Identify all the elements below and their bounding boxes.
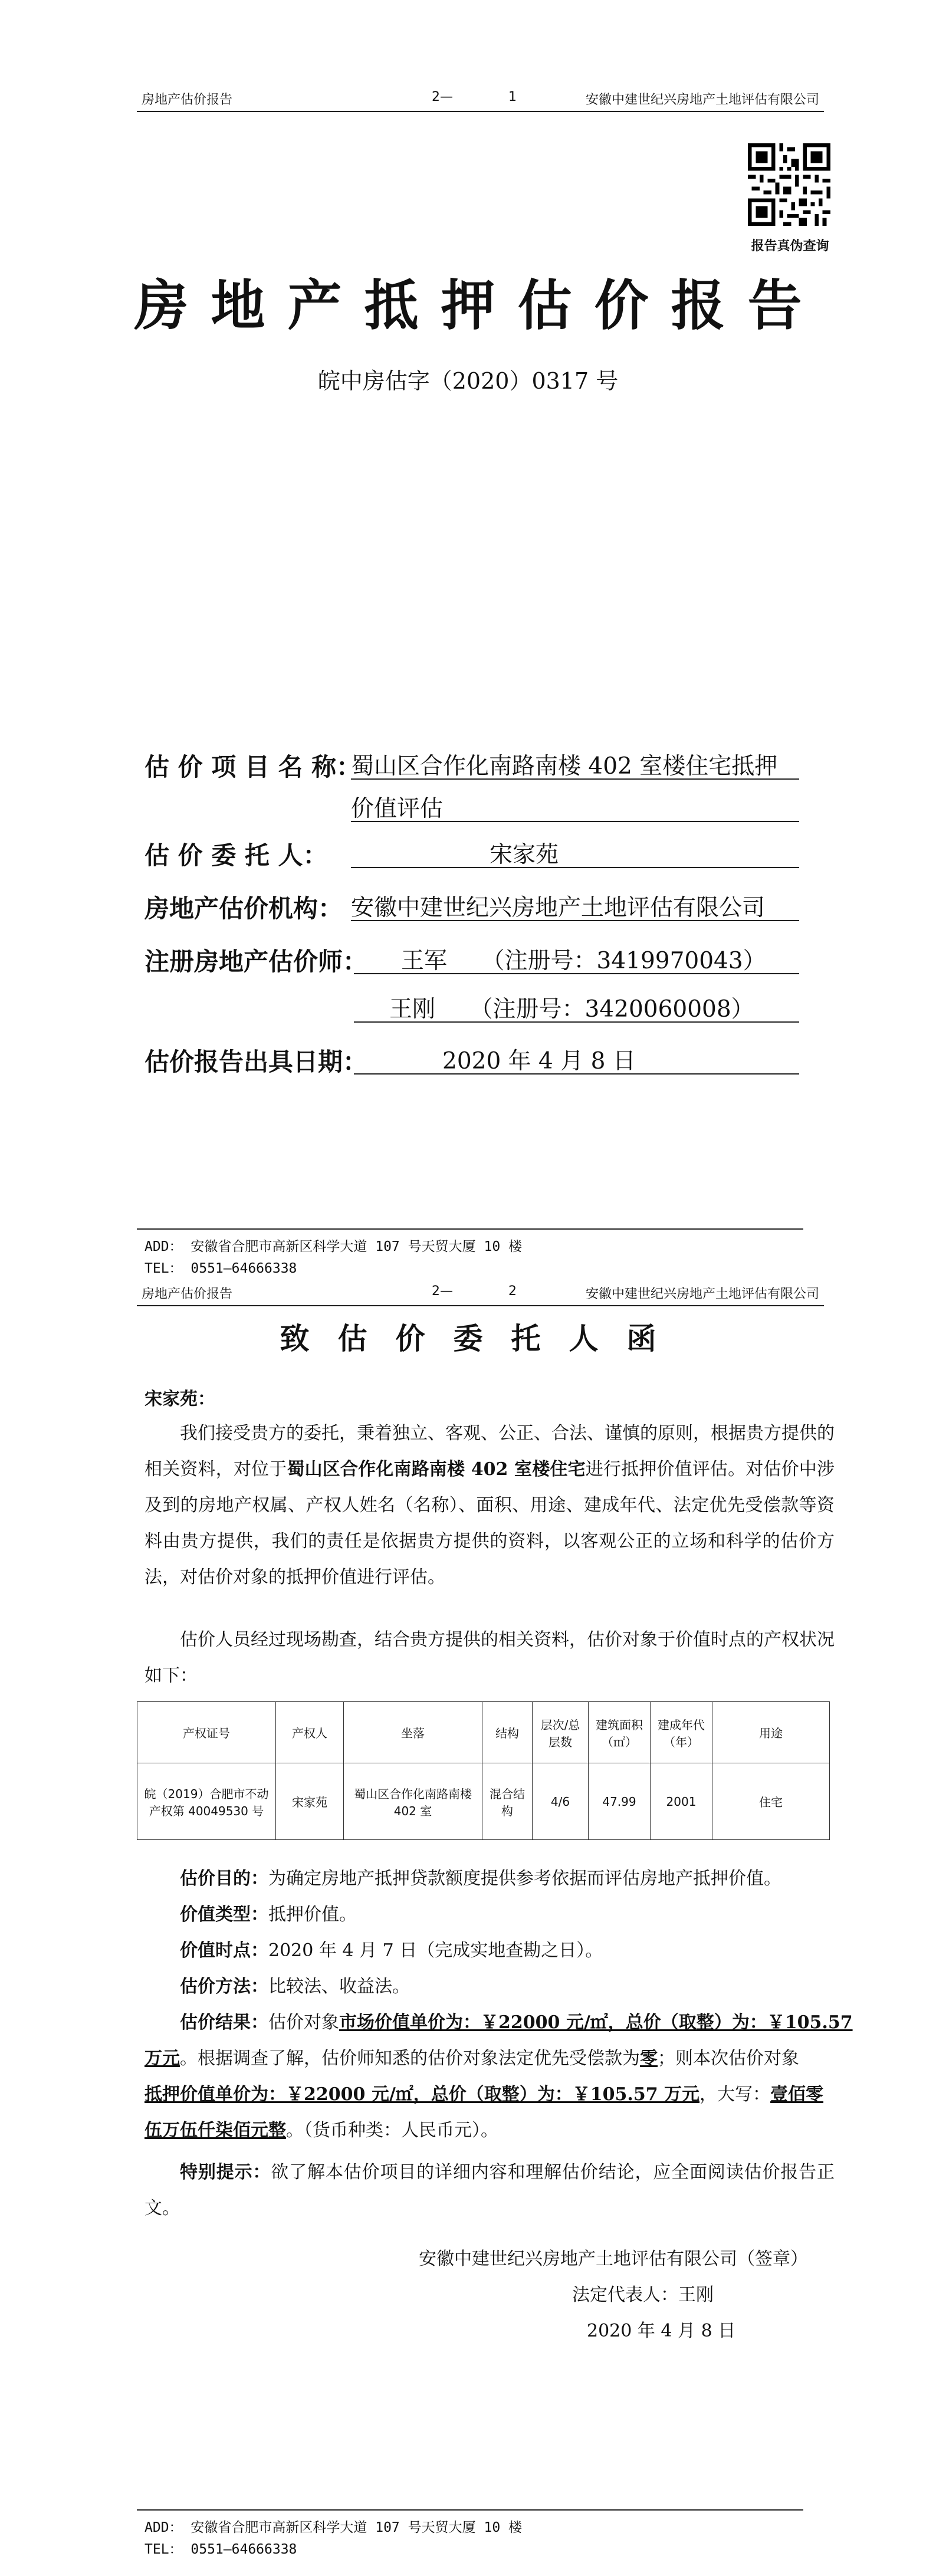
floor-cell: 4/6 (533, 1763, 589, 1840)
result-line-2 (144, 2043, 835, 2069)
purpose-label: 估价目的： (180, 1868, 268, 1889)
document-number: 皖中房估字（2020）0317 号 (317, 368, 619, 394)
underline (351, 867, 799, 868)
report-date-label: 估价报告出具日期： (144, 1047, 368, 1076)
para2-text: 估价人员经过现场勘查，结合贵方提供的相关资料，估价对象于价值时点的产权状况如下： (144, 1629, 835, 1686)
paragraph-commission (144, 1415, 835, 1595)
location-cell: 蜀山区合作化南路南楼 402 室 (344, 1763, 482, 1840)
header-right: 安徽中建世纪兴房地产土地评估有限公司 (585, 93, 819, 107)
agency-label: 房地产估价机构： (144, 894, 343, 923)
header-page-number: 1 (508, 90, 517, 104)
footer-rule (137, 2509, 803, 2511)
header-left: 房地产估价报告 (142, 93, 233, 107)
column-header: 用途 (712, 1702, 830, 1763)
property-address-bold: 蜀山区合作化南路南楼 402 室楼住宅 (287, 1459, 586, 1480)
underline (354, 1073, 799, 1075)
column-header: 结构 (482, 1702, 533, 1763)
column-header: 坐落 (344, 1702, 482, 1763)
result-line-3 (144, 2079, 835, 2105)
report-title: 房地产抵押估价报告 (134, 274, 825, 337)
column-header: 建筑面积（㎡） (589, 1702, 651, 1763)
header-page-prefix: 2— (432, 1284, 453, 1299)
para1-part-a: 我们接受贵方的委托，秉着独立、客观、公正、合法、谨慎的原则，根据贵方提供的相关资料，对位于 (144, 1423, 835, 1480)
appraiser-1: 王军 （注册号：3419970043） (401, 948, 766, 974)
column-header: 产权证号 (137, 1702, 276, 1763)
footer-telephone: TEL： 0551—64666338 (144, 1261, 297, 1276)
amount-in-words: 壹佰零 (770, 2084, 824, 2105)
agency-value: 安徽中建世纪兴房地产土地评估有限公司 (351, 895, 766, 921)
column-header: 产权人 (276, 1702, 344, 1763)
paragraph-survey (144, 1622, 835, 1694)
header-page-prefix: 2— (432, 90, 453, 104)
market-value-unit: 万元 (144, 2048, 180, 2069)
structure-cell: 混合结构 (482, 1763, 533, 1840)
underline (351, 920, 799, 921)
tip-value: 欲了解本估价项目的详细内容和理解估价结论，应全面阅读估价报告正文。 (144, 2162, 835, 2219)
value-time-value: 2020 年 4 月 7 日（完成实地查勘之日）。 (268, 1940, 603, 1961)
underline (351, 778, 799, 780)
usage-cell: 住宅 (712, 1763, 830, 1840)
column-header: 建成年代（年） (651, 1702, 712, 1763)
header-page-number: 2 (508, 1284, 517, 1299)
value-type-line (180, 1900, 870, 1926)
column-header: 层次/总层数 (533, 1702, 589, 1763)
cert-number-cell: 皖（2019）合肥市不动产权第 40049530 号 (137, 1763, 276, 1840)
underline (354, 1021, 799, 1023)
method-value: 比较法、收益法。 (268, 1976, 410, 1997)
project-name-label: 估 价 项 目 名 称： (144, 753, 362, 781)
qr-label: 报告真伪查询 (751, 239, 829, 254)
value-type-label: 价值类型： (180, 1904, 268, 1925)
report-date-value: 2020 年 4 月 8 日 (442, 1048, 636, 1075)
priority-amount: 零 (640, 2048, 658, 2069)
value-time-line (180, 1936, 870, 1961)
appraiser-label: 注册房地产估价师： (144, 947, 368, 976)
tip-label: 特别提示： (180, 2162, 271, 2183)
header-right: 安徽中建世纪兴房地产土地评估有限公司 (585, 1287, 819, 1302)
owner-cell: 宋家苑 (276, 1763, 344, 1840)
header-left: 房地产估价报告 (142, 1287, 233, 1302)
special-notice (144, 2154, 835, 2226)
underline (354, 973, 799, 974)
method-line (180, 1972, 870, 1997)
salutation: 宋家苑： (144, 1389, 215, 1409)
result-line-1 (180, 2007, 870, 2033)
project-name-value-line1: 蜀山区合作化南路南楼 402 室楼住宅抵押 (351, 753, 778, 780)
signature-company: 安徽中建世纪兴房地产土地评估有限公司（签章） (419, 2249, 808, 2269)
appraiser-2: 王刚 （注册号：3420060008） (389, 996, 754, 1023)
client-label: 估 价 委 托 人： (144, 841, 328, 870)
mortgage-value-bold: 抵押价值单价为：￥22000 元/㎡，总价（取整）为：￥105.57 万元 (144, 2084, 700, 2105)
result-label: 估价结果： (180, 2012, 268, 2033)
table-header-row (137, 1702, 830, 1763)
currency-note: 。（货币种类：人民币元）。 (286, 2120, 498, 2141)
amount-in-words-cont: 伍万伍仟柒佰元整 (144, 2120, 286, 2141)
area-cell: 47.99 (589, 1763, 651, 1840)
result-text: ；则本次估价对象 (658, 2048, 799, 2069)
result-text: 。根据调查了解，估价师知悉的估价对象法定优先受偿款为 (180, 2048, 640, 2069)
market-value-bold: 市场价值单价为：￥22000 元/㎡，总价（取整）为：￥105.57 (339, 2012, 853, 2033)
purpose-line (180, 1864, 870, 1890)
table-row (137, 1763, 830, 1840)
project-name-value-line2: 价值评估 (351, 796, 444, 822)
para1-part-c: 进行抵押价值评估。对估价中涉及到的房地产权属、产权人姓名（名称）、面积、用途、建成年代、法定优先受偿款等资料由贵方提供，我们的责任是依据贵方提供的资料，以客观公正的立场和科学的估价方法，对估价对象的抵押价值进行评估。 (144, 1459, 835, 1588)
footer-rule (137, 1228, 803, 1230)
purpose-value: 为确定房地产抵押贷款额度提供参考依据而评估房地产抵押价值。 (268, 1868, 781, 1889)
page-header (137, 1283, 824, 1306)
property-rights-table (137, 1701, 830, 1840)
footer-address: ADD： 安徽省合肥市高新区科学大道 107 号天贸大厦 10 楼 (144, 1239, 523, 1254)
value-type-value: 抵押价值。 (268, 1904, 357, 1925)
result-text: 估价对象 (268, 2012, 339, 2033)
footer-telephone: TEL： 0551—64666338 (144, 2542, 297, 2557)
legal-representative: 法定代表人：王刚 (572, 2285, 714, 2305)
signature-date: 2020 年 4 月 8 日 (587, 2321, 736, 2341)
year-cell: 2001 (651, 1763, 712, 1840)
value-time-label: 价值时点： (180, 1940, 268, 1961)
footer-address: ADD： 安徽省合肥市高新区科学大道 107 号天贸大厦 10 楼 (144, 2520, 523, 2535)
result-text: ，大写： (699, 2084, 771, 2105)
method-label: 估价方法： (180, 1976, 268, 1997)
qr-code-icon[interactable] (748, 143, 830, 226)
letter-title: 致估价委托人函 (280, 1321, 685, 1356)
report-cover-page (0, 0, 936, 1283)
result-line-4 (144, 2115, 835, 2141)
page-header (137, 88, 824, 112)
client-value: 宋家苑 (490, 842, 559, 868)
letter-to-client-page (0, 1283, 936, 2576)
underline (351, 821, 799, 822)
